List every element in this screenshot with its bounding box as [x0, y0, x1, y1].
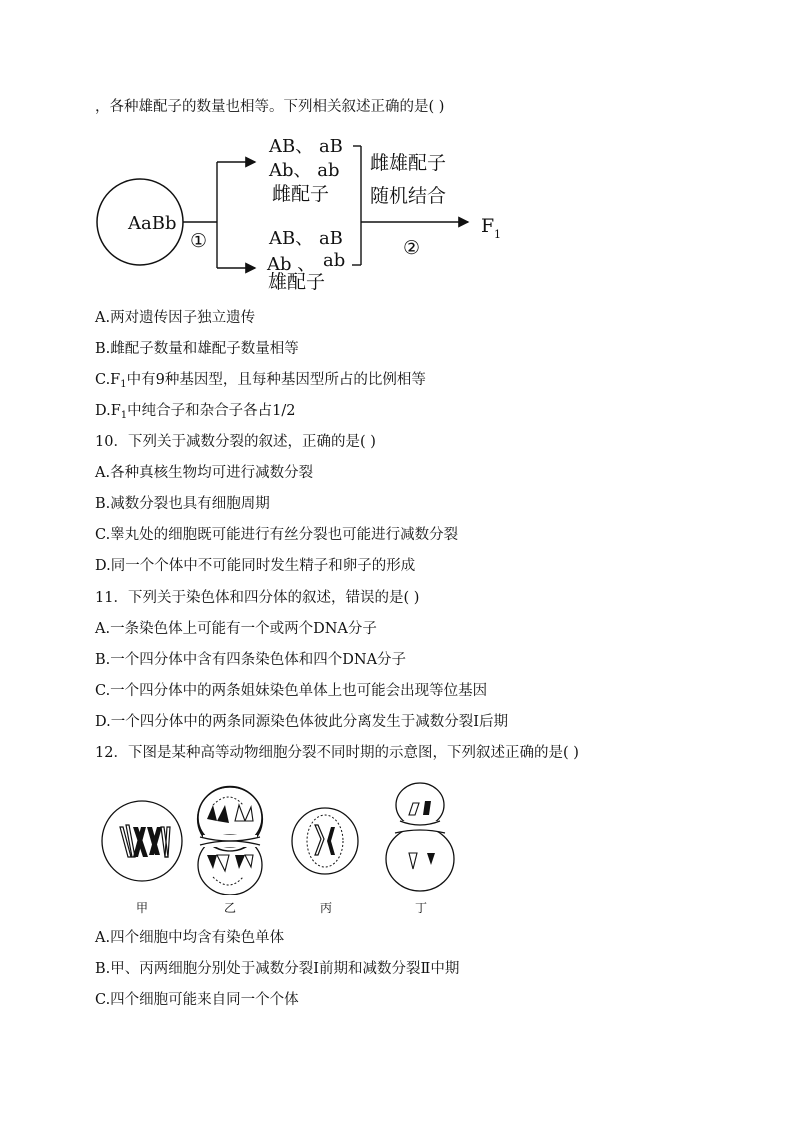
q10-option-c: C.睾丸处的细胞既可能进行有丝分裂也可能进行减数分裂: [95, 527, 459, 543]
q9-option-d: $D.F_1$中纯合子和杂合子各占1/2: [95, 403, 296, 421]
parent-genotype: AaBb: [128, 213, 177, 234]
cell-label-jia: 甲: [136, 901, 149, 915]
q12-option-c: C.四个细胞可能来自同一个个体: [95, 992, 299, 1008]
combine-line1: 雌雄配子: [370, 152, 447, 174]
male-gametes-row1: AB、 aB: [269, 228, 343, 249]
gamete-diagram: [90, 128, 510, 298]
q11-option-b: B.一个四分体中含有四条染色体和四个DNA分子: [95, 652, 407, 668]
female-gametes-row2: Ab、 ab: [269, 160, 340, 181]
q10-stem: 10．下列关于减数分裂的叙述，正确的是( ): [95, 434, 376, 450]
female-gamete-label: 雌配子: [272, 183, 330, 205]
female-gametes-row1: AB、 aB: [269, 136, 343, 157]
male-gametes-row2a: Ab 、: [267, 254, 316, 275]
q11-option-c: C.一个四分体中的两条姐妹染色单体上也可能会出现等位基因: [95, 683, 488, 699]
q12-stem: 12．下图是某种高等动物细胞分裂不同时期的示意图，下列叙述正确的是( ): [95, 745, 579, 761]
male-gamete-label: 雄配子: [268, 271, 326, 293]
q12-option-b: B.甲、丙两细胞分别处于减数分裂Ⅰ前期和减数分裂Ⅱ中期: [95, 961, 460, 977]
q9-option-a: A.两对遗传因子独立遗传: [95, 310, 256, 326]
jia-chromosomes: [120, 825, 170, 857]
step-one-label: ①: [190, 230, 208, 252]
q9-option-b: B.雌配子数量和雄配子数量相等: [95, 341, 299, 357]
cell-label-bing: 丙: [320, 901, 333, 915]
q12-option-a: A.四个细胞中均含有染色单体: [95, 930, 285, 946]
cell-label-yi: 乙: [224, 901, 237, 915]
male-gametes-row2b: ab: [323, 250, 346, 271]
q11-stem: 11．下列关于染色体和四分体的叙述，错误的是( ): [95, 590, 420, 606]
q10-option-b: B.减数分裂也具有细胞周期: [95, 496, 270, 512]
question-intro: ，各种雄配子的数量也相等。下列相关叙述正确的是( ): [95, 99, 445, 115]
q11-option-d: D.一个四分体中的两条同源染色体彼此分离发生于减数分裂Ⅰ后期: [95, 714, 508, 730]
cell-jia: [102, 801, 182, 881]
cell-yi: [198, 786, 263, 895]
cell-label-ding: 丁: [415, 901, 428, 915]
cell-bing: [292, 808, 358, 874]
cell-ding: [386, 783, 454, 891]
offspring-label: F: [481, 215, 495, 237]
step-two-label: ②: [403, 237, 421, 259]
q10-option-d: D.同一个个体中不可能同时发生精子和卵子的形成: [95, 558, 416, 574]
q9-option-c: $C.F_1$中有9种基因型，且每种基因型所占的比例相等: [95, 372, 426, 390]
q11-option-a: A.一条染色体上可能有一个或两个DNA分子: [95, 621, 377, 637]
combine-line2: 随机结合: [370, 185, 447, 207]
q10-option-a: A.各种真核生物均可进行减数分裂: [95, 465, 314, 481]
cell-division-figure: [95, 775, 475, 895]
offspring-subscript: 1: [494, 228, 501, 241]
